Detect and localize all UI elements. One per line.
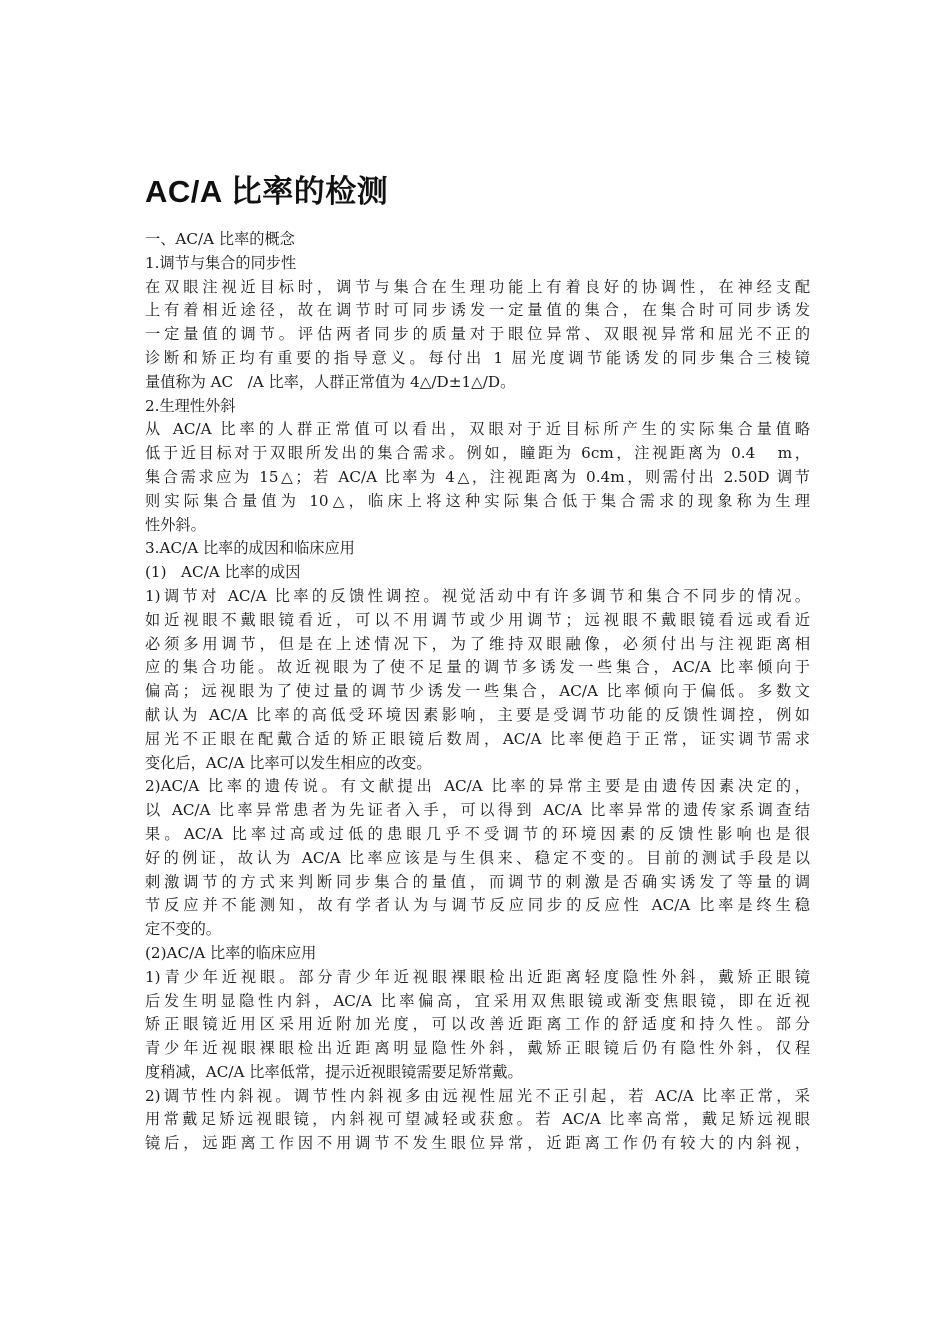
section-heading: 一、AC/A 比率的概念: [145, 230, 295, 248]
document-body: [145, 228, 810, 1156]
text-line: 量值称为 AC /A 比率，人群正常值为 4△/D±1△/D。: [145, 372, 516, 391]
text-line: 低于近目标对于双眼所发出的集合需求。例如，瞳距为 6cm，注视距离为 0.4 m，: [145, 444, 810, 463]
text-line: 镜后，远距离工作因不用调节不发生眼位异常，近距离工作仍有较大的内斜视，: [145, 1134, 810, 1153]
text-line: 定不变的。: [145, 920, 221, 939]
text-line: 1)调节对 AC/A 比率的反馈性调控。视觉活动中有许多调节和集合不同步的情况。: [145, 586, 810, 605]
text-line: 一定量值的调节。评估两者同步的质量对于眼位异常、双眼视异常和屈光不正的: [145, 325, 810, 344]
text-line: 后发生明显隐性内斜，AC/A 比率偏高，宜采用双焦眼镜或渐变焦眼镜，即在近视: [145, 991, 810, 1010]
text-line: 如近视眼不戴眼镜看近，可以不用调节或少用调节；远视眼不戴眼镜看远或看近: [145, 610, 810, 629]
section-heading: 3.AC/A 比率的成因和临床应用: [145, 539, 355, 558]
text-line: 好的例证，故认为 AC/A 比率应该是与生俱来、稳定不变的。目前的测试手段是以: [145, 848, 810, 867]
text-line: 必须多用调节，但是在上述情况下，为了维持双眼融像，必须付出与注视距离相: [145, 634, 810, 653]
text-line: 青少年近视眼裸眼检出近距离明显隐性外斜，戴矫正眼镜后仍有隐性外斜，仅程: [145, 1039, 810, 1058]
text-line: 诊断和矫正均有重要的指导意义。每付出 1 屈光度调节能诱发的同步集合三棱镜: [145, 348, 810, 367]
text-line: 屈光不正眼在配戴合适的矫正眼镜后数周，AC/A 比率便趋于正常，证实调节需求: [145, 729, 810, 748]
text-line: 在双眼注视近目标时，调节与集合在生理功能上有着良好的协调性，在神经支配: [145, 277, 810, 296]
text-line: 献认为 AC/A 比率的高低受环境因素影响，主要是受调节功能的反馈性调控，例如: [145, 705, 810, 724]
section-heading: 1.调节与集合的同步性: [145, 253, 297, 272]
text-line: 矫正眼镜近用区采用近附加光度，可以改善近距离工作的舒适度和持久性。部分: [145, 1015, 810, 1034]
text-line: 用常戴足矫远视眼镜，内斜视可望减轻或获愈。若 AC/A 比率高常，戴足矫远视眼: [145, 1110, 810, 1129]
text-line: 果。AC/A 比率过高或过低的患眼几乎不受调节的环境因素的反馈性影响也是很: [145, 824, 810, 843]
text-line: 1)青少年近视眼。部分青少年近视眼裸眼检出近距离轻度隐性外斜，戴矫正眼镜: [145, 967, 810, 986]
section-heading: (2)AC/A 比率的临床应用: [145, 943, 317, 962]
text-line: 集合需求应为 15△；若 AC/A 比率为 4△，注视距离为 0.4m，则需付出 2.50D 调节: [145, 467, 810, 486]
text-line: 偏高；远视眼为了使过量的调节少诱发一些集合，AC/A 比率倾向于偏低。多数文: [145, 682, 810, 701]
text-line: 以 AC/A 比率异常患者为先证者入手，可以得到 AC/A 比率异常的遗传家系调查结: [145, 801, 810, 820]
section-heading: 2.生理性外斜: [145, 396, 236, 415]
document-title: AC/A 比率的检测: [145, 174, 389, 209]
text-line: 则实际集合量值为 10△，临床上将这种实际集合低于集合需求的现象称为生理: [145, 491, 810, 510]
text-line: 变化后，AC/A 比率可以发生相应的改变。: [145, 753, 432, 772]
text-line: 上有着相近途径，故在调节时可同步诱发一定量值的集合，在集合时可同步诱发: [145, 301, 810, 320]
document-page: [145, 172, 810, 1156]
text-line: 从 AC/A 比率的人群正常值可以看出，双眼对于近目标所产生的实际集合量值略: [145, 420, 810, 439]
text-line: 2)AC/A 比率的遗传说。有文献提出 AC/A 比率的异常主要是由遗传因素决定的，: [145, 777, 810, 796]
text-line: 应的集合功能。故近视眼为了使不足量的调节多诱发一些集合，AC/A 比率倾向于: [145, 658, 810, 677]
text-line: 节反应并不能测知，故有学者认为与调节反应同步的反应性 AC/A 比率是终生稳: [145, 896, 810, 915]
text-line: 性外斜。: [145, 515, 206, 534]
text-line: 度稍减，AC/A 比率低常，提示近视眼镜需要足矫常戴。: [145, 1062, 523, 1081]
section-heading: (1) AC/A 比率的成因: [145, 563, 301, 582]
text-line: 2)调节性内斜视。调节性内斜视多由远视性屈光不正引起，若 AC/A 比率正常，采: [145, 1086, 810, 1105]
text-line: 刺激调节的方式来判断同步集合的量值，而调节的刺激是否确实诱发了等量的调: [145, 872, 810, 891]
